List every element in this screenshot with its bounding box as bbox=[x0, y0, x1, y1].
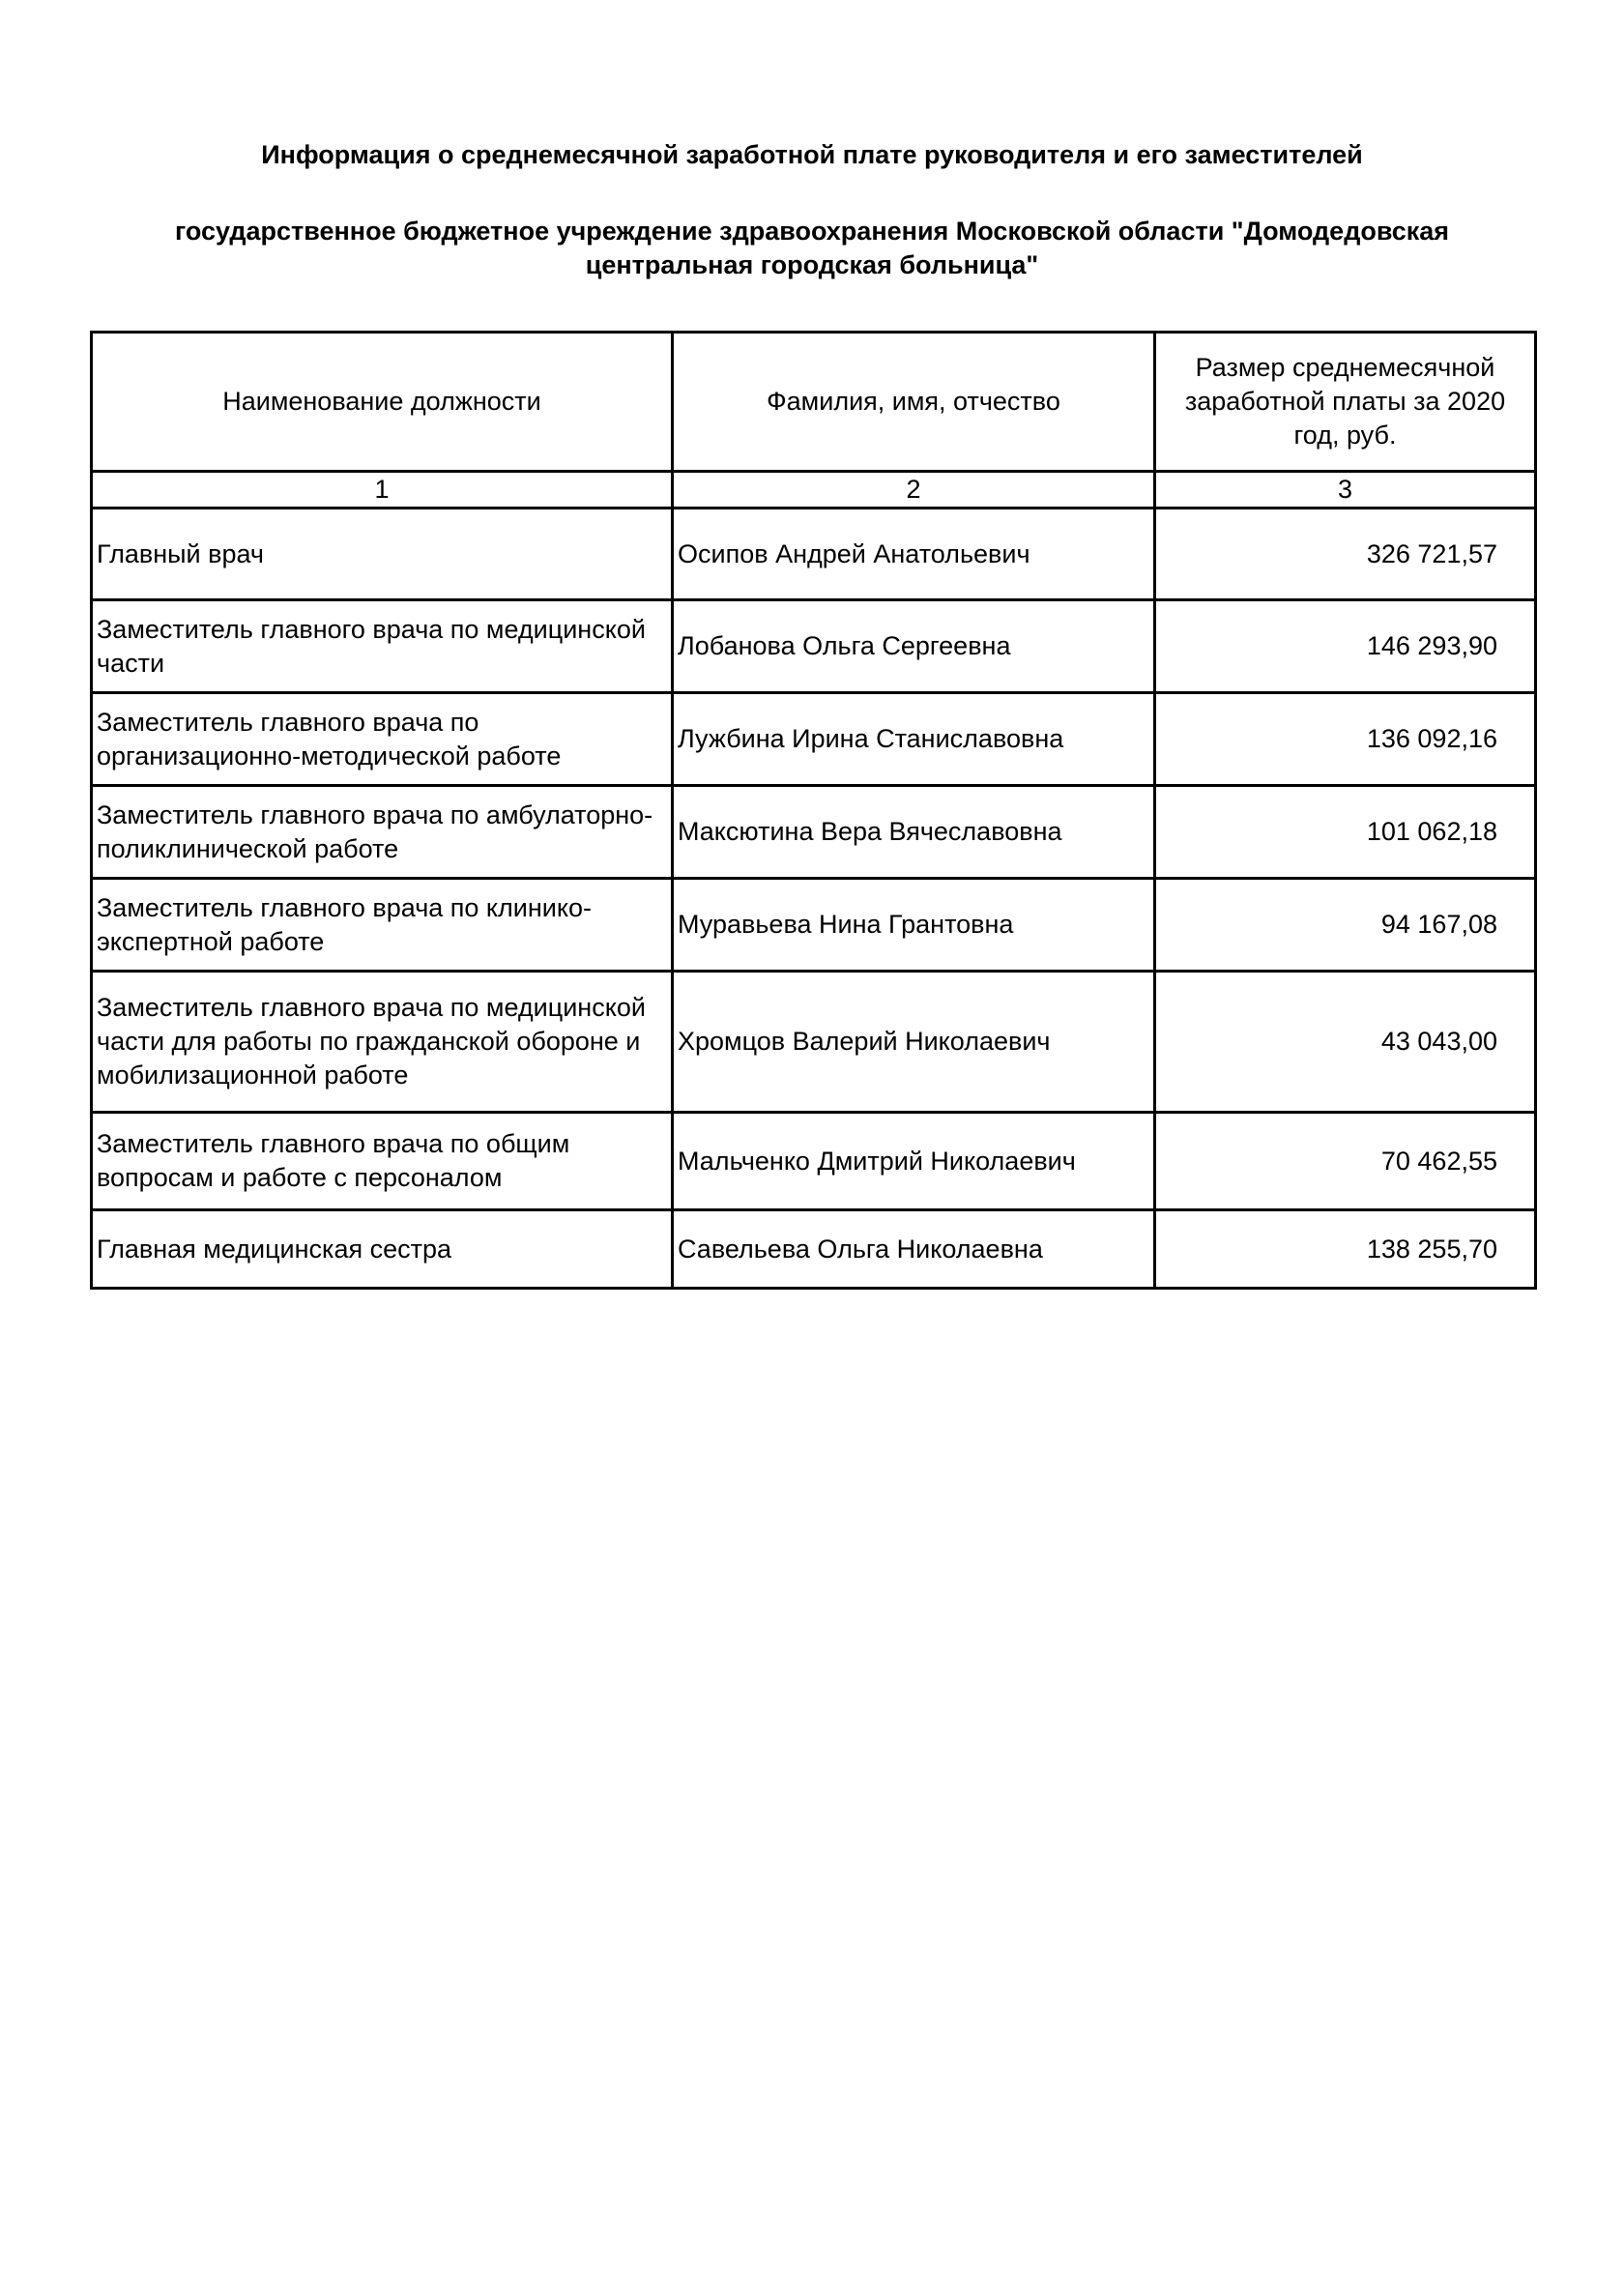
name-cell: Лобанова Ольга Сергеевна bbox=[673, 600, 1155, 693]
salary-cell: 43 043,00 bbox=[1155, 972, 1536, 1113]
table-row bbox=[92, 509, 1536, 600]
name-cell: Осипов Андрей Анатольевич bbox=[673, 509, 1155, 600]
name-cell: Хромцов Валерий Николаевич bbox=[673, 972, 1155, 1113]
name-cell: Муравьева Нина Грантовна bbox=[673, 879, 1155, 972]
page-title: Информация о среднемесячной заработной плате руководителя и его заместителей bbox=[261, 140, 1363, 169]
name-cell: Максютина Вера Вячеславовна bbox=[673, 786, 1155, 879]
position-cell: Заместитель главного врача по клинико-экспертной работе bbox=[92, 879, 673, 972]
table-row bbox=[92, 600, 1536, 693]
table-row bbox=[92, 1113, 1536, 1210]
organization-name: государственное бюджетное учреждение здравоохранения Московской области "Домодедовская центральная городская больница" bbox=[174, 217, 1450, 279]
position-cell: Заместитель главного врача по медицинской части bbox=[92, 600, 673, 693]
position-cell: Заместитель главного врача по медицинской части для работы по гражданской обороне и мобилизационной работе bbox=[92, 972, 673, 1113]
table-row bbox=[92, 1210, 1536, 1289]
position-cell: Главный врач bbox=[92, 509, 673, 600]
column-number: 1 bbox=[92, 472, 673, 509]
position-cell: Заместитель главного врача по общим вопросам и работе с персоналом bbox=[92, 1113, 673, 1210]
salary-cell: 326 721,57 bbox=[1155, 509, 1536, 600]
column-number-row bbox=[92, 472, 1536, 509]
column-number: 2 bbox=[673, 472, 1155, 509]
position-cell: Заместитель главного врача по амбулаторно-поликлинической работе bbox=[92, 786, 673, 879]
header-position: Наименование должности bbox=[92, 333, 673, 472]
table-row bbox=[92, 972, 1536, 1113]
table-row bbox=[92, 786, 1536, 879]
table-row bbox=[92, 693, 1536, 786]
table-row bbox=[92, 879, 1536, 972]
name-cell: Мальченко Дмитрий Николаевич bbox=[673, 1113, 1155, 1210]
salary-cell: 101 062,18 bbox=[1155, 786, 1536, 879]
salary-cell: 138 255,70 bbox=[1155, 1210, 1536, 1289]
salary-cell: 146 293,90 bbox=[1155, 600, 1536, 693]
header-name: Фамилия, имя, отчество bbox=[673, 333, 1155, 472]
position-cell: Главная медицинская сестра bbox=[92, 1210, 673, 1289]
salary-table bbox=[90, 331, 1537, 1290]
column-number: 3 bbox=[1155, 472, 1536, 509]
salary-cell: 136 092,16 bbox=[1155, 693, 1536, 786]
salary-cell: 70 462,55 bbox=[1155, 1113, 1536, 1210]
header-salary: Размер среднемесячной заработной платы за 2020 год, руб. bbox=[1155, 333, 1536, 472]
name-cell: Лужбина Ирина Станиславовна bbox=[673, 693, 1155, 786]
salary-cell: 94 167,08 bbox=[1155, 879, 1536, 972]
position-cell: Заместитель главного врача по организационно-методической работе bbox=[92, 693, 673, 786]
name-cell: Савельева Ольга Николаевна bbox=[673, 1210, 1155, 1289]
table-header-row bbox=[92, 333, 1536, 472]
